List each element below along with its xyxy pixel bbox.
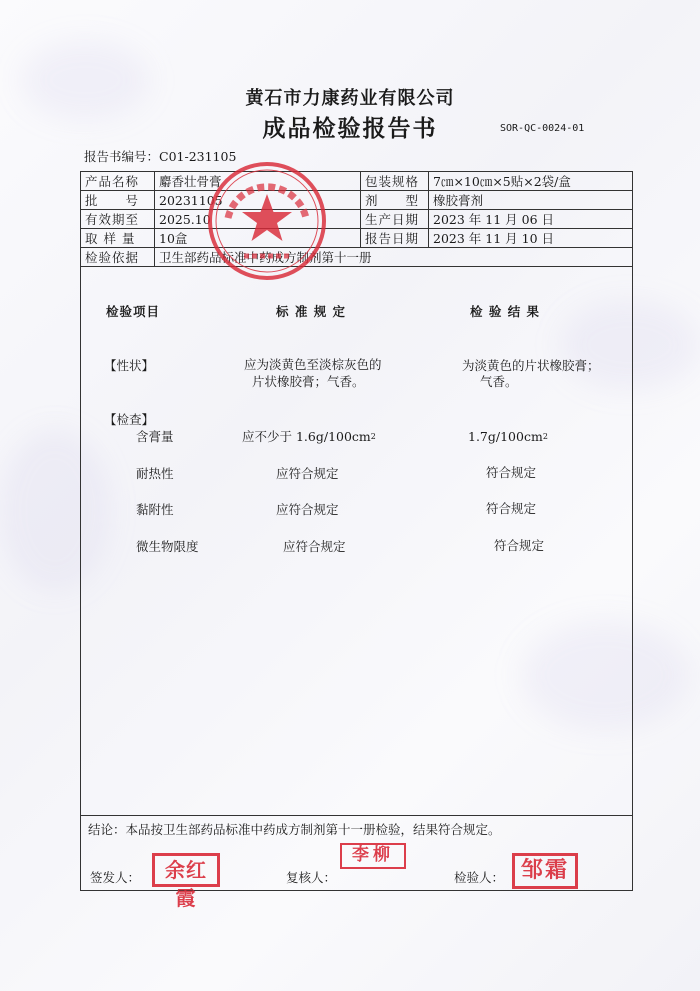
reviewer-name-stamp: 李柳: [340, 843, 406, 869]
company-name: 黄石市力康药业有限公司: [245, 88, 455, 109]
inspection-item-name: 黏附性: [136, 502, 174, 517]
table-row: [81, 172, 633, 191]
issuer-label: 签发人：: [90, 870, 141, 885]
inspection-item-result: 符合规定: [486, 465, 537, 480]
batch-value: 20231105: [155, 191, 361, 210]
report-number: 报告书编号：C01-231105: [84, 149, 237, 164]
document-title: 成品检验报告书: [262, 116, 438, 142]
document-code: SOR-QC-0024-01: [500, 123, 585, 134]
package-spec-value: 7㎝×10㎝×5贴×2袋/盒: [429, 172, 633, 191]
basis-value: 卫生部药品标准中药成方制剂第十一册: [155, 248, 633, 267]
conclusion-divider: [80, 815, 633, 816]
reviewer-label: 复核人：: [286, 870, 337, 885]
table-row: [81, 248, 633, 267]
batch-label: 批 号: [81, 191, 155, 210]
inspection-item-name: 耐热性: [136, 466, 174, 481]
characters-standard-line1: 应为淡黄色至淡棕灰色的: [244, 357, 382, 372]
company-seal: [206, 160, 328, 282]
inspection-label: 【检查】: [104, 412, 155, 427]
expiry-value: 2025.10: [155, 210, 361, 229]
table-row: [81, 210, 633, 229]
conclusion-text: 结论：本品按卫生部药品标准中药成方制剂第十一册检验，结果符合规定。: [88, 822, 501, 837]
sample-qty-value: 10盒: [155, 229, 361, 248]
inspection-item-name: 微生物限度: [136, 539, 199, 554]
dosage-form-label: 剂 型: [361, 191, 429, 210]
seal-star-icon: [242, 194, 292, 241]
product-name-label: 产品名称: [81, 172, 155, 191]
characters-result-line2: 气香。: [480, 374, 518, 389]
characters-standard-line2: 片状橡胶膏；气香。: [252, 374, 365, 389]
column-header-result: 检 验 结 果: [470, 304, 541, 319]
table-row: [81, 229, 633, 248]
report-date-label: 报告日期: [361, 229, 429, 248]
inspection-item-result: $1.7g/100cm^2$: [468, 429, 548, 444]
issuer-name-stamp: 余红霞: [152, 853, 220, 887]
inspection-item-result: 符合规定: [486, 501, 537, 516]
column-header-item: 检验项目: [106, 304, 161, 319]
report-date-value: 2023 年 11 月 10 日: [429, 229, 633, 248]
characters-result-line1: 为淡黄色的片状橡胶膏；: [462, 358, 600, 373]
inspector-label: 检验人：: [454, 870, 505, 885]
characters-label: 【性状】: [104, 358, 155, 373]
column-header-standard: 标 准 规 定: [276, 304, 347, 319]
package-spec-label: 包装规格: [361, 172, 429, 191]
inspection-item-standard: 应符合规定: [276, 466, 339, 481]
dosage-form-value: 橡胶膏剂: [429, 191, 633, 210]
inspection-item-standard: 应符合规定: [283, 539, 346, 554]
expiry-label: 有效期至: [81, 210, 155, 229]
report-frame: [80, 171, 633, 891]
inspector-name-stamp: 邹霜: [512, 853, 578, 889]
inspection-item-standard: 应符合规定: [276, 502, 339, 517]
mfg-date-value: 2023 年 11 月 06 日: [429, 210, 633, 229]
product-info-table: [80, 171, 633, 267]
basis-label: 检验依据: [81, 248, 155, 267]
product-name-value: 麝香壮骨膏: [155, 172, 361, 191]
sample-qty-label: 取 样 量: [81, 229, 155, 248]
table-row: [81, 191, 633, 210]
inspection-item-standard: 应不少于 $1.6g/100cm^2$: [242, 429, 376, 444]
inspection-item-result: 符合规定: [494, 538, 545, 553]
mfg-date-label: 生产日期: [361, 210, 429, 229]
inspection-item-name: 含膏量: [136, 429, 174, 444]
